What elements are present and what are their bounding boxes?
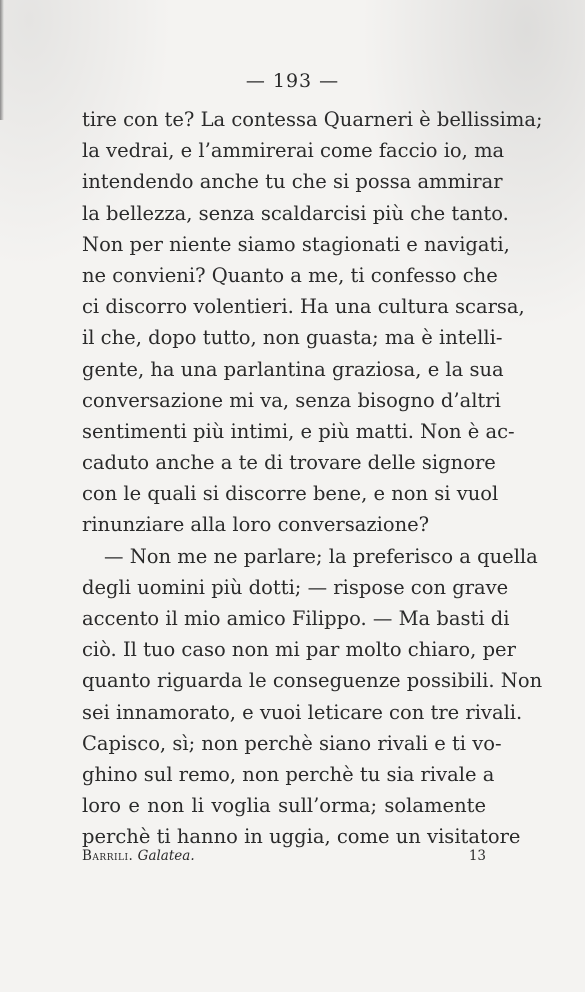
text-line: sei innamorato, e vuoi leticare con tre rivali. — [82, 700, 523, 724]
footer-author: Barrili. — [82, 848, 134, 864]
text-line: conversazione mi va, senza bisogno d’altri — [82, 388, 501, 412]
body-text — [82, 104, 543, 853]
text-line: intendendo anche tu che si possa ammirar — [82, 170, 503, 194]
text-line: caduto anche a te di trovare delle signore — [82, 451, 496, 475]
page-footer — [82, 848, 486, 864]
text-line: gente, ha una parlantina graziosa, e la sua — [82, 357, 504, 381]
text-line: la vedrai, e l’ammirerai come faccio io, ma — [82, 139, 505, 163]
text-line: la bellezza, senza scaldarcisi più che tanto. — [82, 201, 509, 225]
page-number: — 193 — — [245, 70, 340, 92]
text-line: con le quali si discorre bene, e non si vuol — [82, 482, 499, 506]
text-line: sentimenti più intimi, e più matti. Non è ac- — [82, 419, 515, 443]
text-line: ciò. Il tuo caso non mi par molto chiaro, per — [82, 638, 516, 662]
text-line: loro e non li voglia sull’orma; solamente — [82, 794, 486, 818]
footer-citation — [82, 848, 195, 864]
page-edge-shadow — [0, 0, 4, 120]
text-line: Non per niente siamo stagionati e navigati, — [82, 232, 510, 256]
text-line: quanto riguarda le conseguenze possibili. Non — [82, 669, 543, 693]
text-line: accento il mio amico Filippo. — Ma basti di — [82, 607, 510, 630]
text-line: rinunziare alla loro conversazione? — [82, 513, 430, 537]
text-line: perchè ti hanno in uggia, come un visitatore — [82, 825, 521, 849]
footer-title: Galatea. — [137, 848, 195, 864]
text-line: Capisco, sì; non perchè siano rivali e ti vo- — [82, 731, 502, 755]
text-line: tire con te? La contessa Quarneri è bellissima; — [82, 108, 543, 131]
text-line: degli uomini più dotti; — rispose con grave — [82, 575, 509, 599]
signature-mark: 13 — [468, 848, 486, 864]
text-line: — Non me ne parlare; la preferisco a quella — [104, 544, 538, 568]
text-line: ghino sul remo, non perchè tu sia rivale a — [82, 762, 495, 786]
text-line: ci discorro volentieri. Ha una cultura scarsa, — [82, 295, 525, 319]
text-line: ne convieni? Quanto a me, ti confesso che — [82, 263, 498, 287]
text-line: il che, dopo tutto, non guasta; ma è intelli- — [82, 326, 503, 350]
